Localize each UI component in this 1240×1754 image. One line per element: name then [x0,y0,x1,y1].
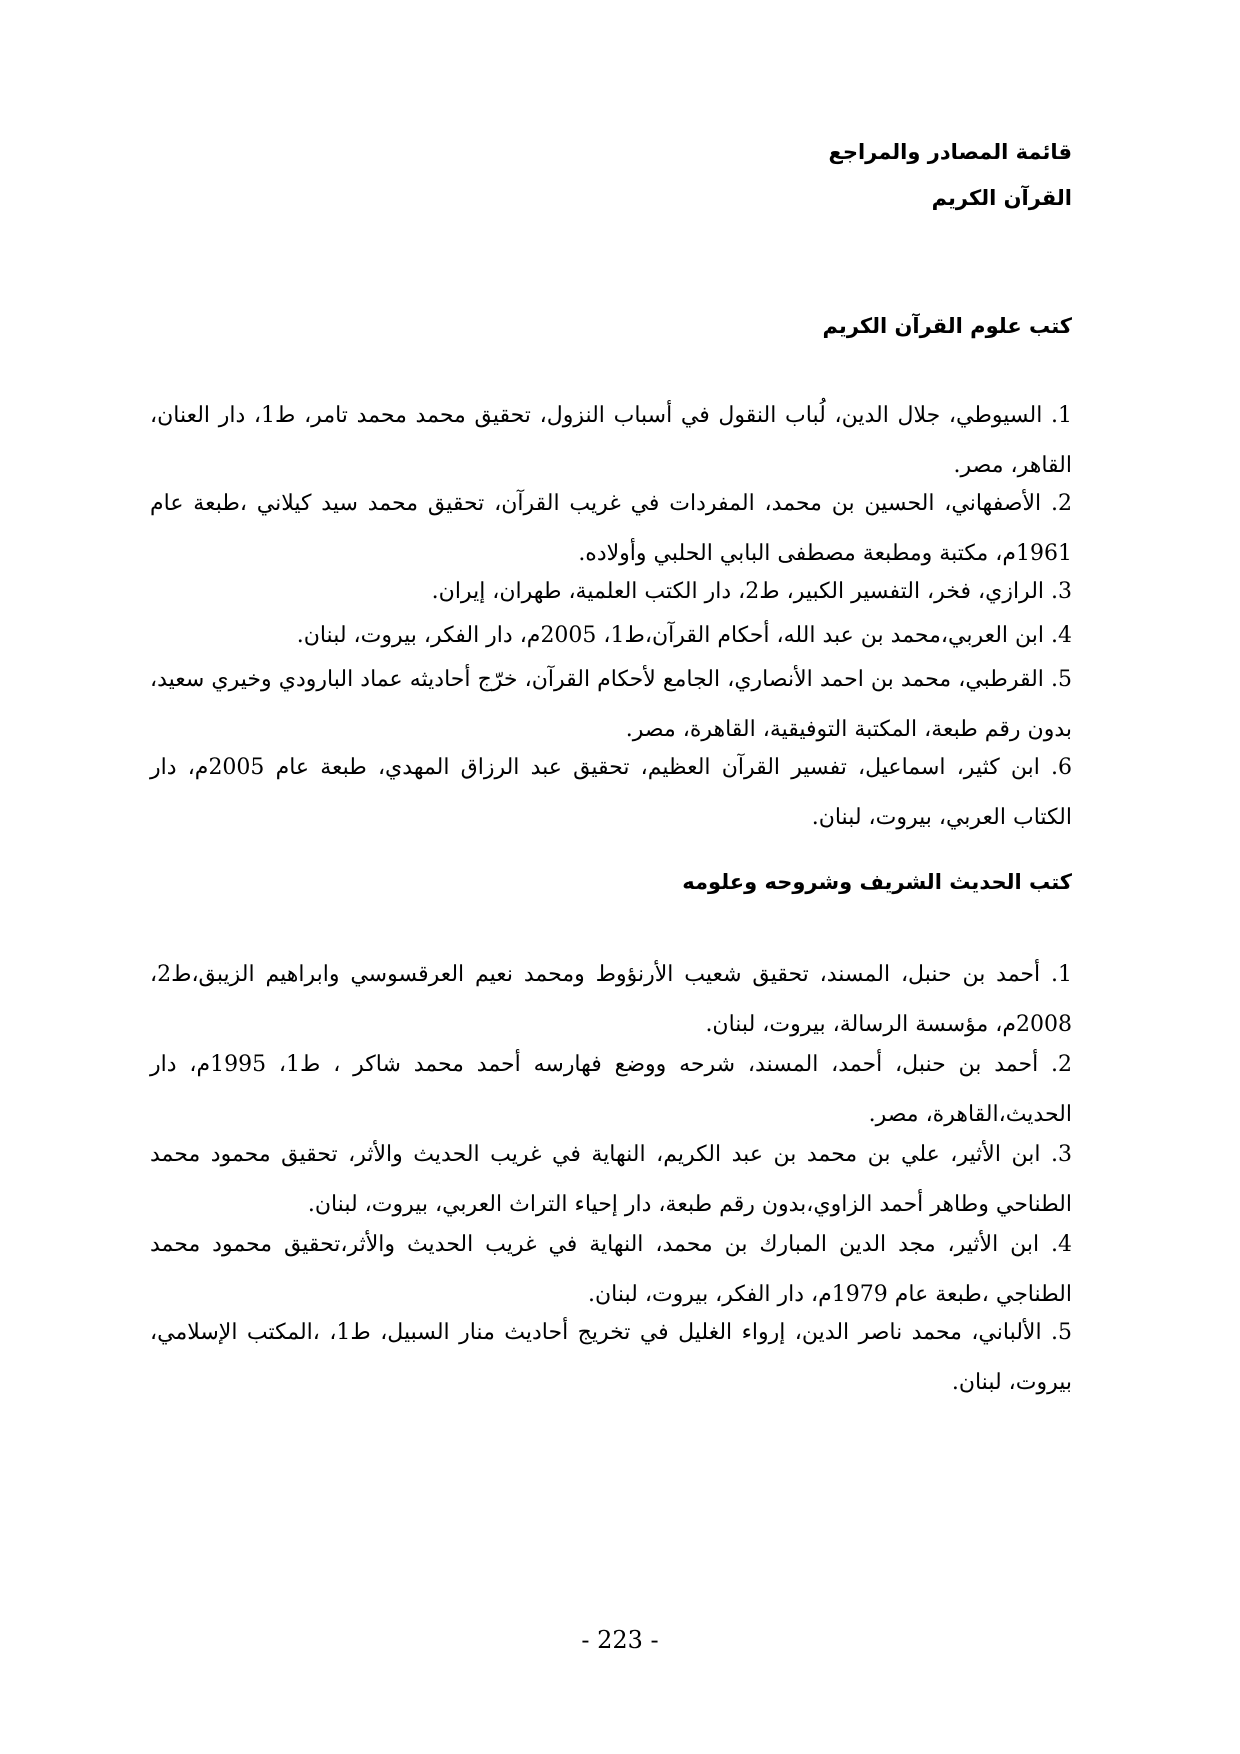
reference-entry: 2. الأصفهاني، الحسين بن محمد، المفردات في غريب القرآن، تحقيق محمد سيد كيلاني ،طبعة عام 1961م، مكتبة ومطبعة مصطفى البابي الحلبي وأولاده. [150,491,1072,566]
reference-entry: 6. ابن كثير، اسماعيل، تفسير القرآن العظيم، تحقيق عبد الرزاق المهدي، طبعة عام 2005م، دار الكتاب العربي، بيروت، لبنان. [150,755,1072,830]
quran-heading: القرآن الكريم [931,186,1072,210]
section-heading-quran-sciences: كتب علوم القرآن الكريم [822,314,1072,338]
section-heading-hadith: كتب الحديث الشريف وشروحه وعلومه [682,870,1072,894]
reference-entry: 5. القرطبي، محمد بن احمد الأنصاري، الجامع لأحكام القرآن، خرّج أحاديثه عماد البارودي وخيري سعيد، بدون رقم طبعة، المكتبة التوفيقية، القاهرة، مصر. [150,667,1072,742]
reference-entry: 2. أحمد بن حنبل، أحمد، المسند، شرحه ووضع فهارسه أحمد محمد شاكر ، ط1، 1995م، دار الحديث،القاهرة، مصر. [150,1052,1073,1127]
page-title: قائمة المصادر والمراجع [828,140,1072,164]
reference-entry: 1. السيوطي، جلال الدين، لُباب النقول في أسباب النزول، تحقيق محمد محمد تامر، ط1، دار العنان، القاهر، مصر. [150,403,1072,478]
reference-entry: 3. ابن الأثير، علي بن محمد بن عبد الكريم، النهاية في غريب الحديث والأثر، تحقيق محمود محمد الطناحي وطاهر أحمد الزاوي،بدون رقم طبعة، دار إحياء التراث العربي، بيروت، لبنان. [150,1142,1072,1217]
reference-entry: 1. أحمد بن حنبل، المسند، تحقيق شعيب الأرنؤوط ومحمد نعيم العرقسوسي وابراهيم الزيبق،ط2، 2008م، مؤسسة الرسالة، بيروت، لبنان. [150,962,1072,1037]
reference-entry: 5. الألباني، محمد ناصر الدين، إرواء الغليل في تخريج أحاديث منار السبيل، ط1، ،المكتب الإسلامي، بيروت، لبنان. [150,1320,1072,1395]
reference-entry: 4. ابن الأثير، مجد الدين المبارك بن محمد، النهاية في غريب الحديث والأثر،تحقيق محمود محمد الطناجي ،طبعة عام 1979م، دار الفكر، بيروت، لبنان. [150,1232,1072,1307]
reference-entry: 3. الرازي، فخر، التفسير الكبير، ط2، دار الكتب العلمية، طهران، إيران. [431,579,1072,604]
page-number: - 223 - [581,1626,659,1654]
reference-entry: 4. ابن العربي،محمد بن عبد الله، أحكام القرآن،ط1، 2005م، دار الفكر، بيروت، لبنان. [296,623,1072,648]
